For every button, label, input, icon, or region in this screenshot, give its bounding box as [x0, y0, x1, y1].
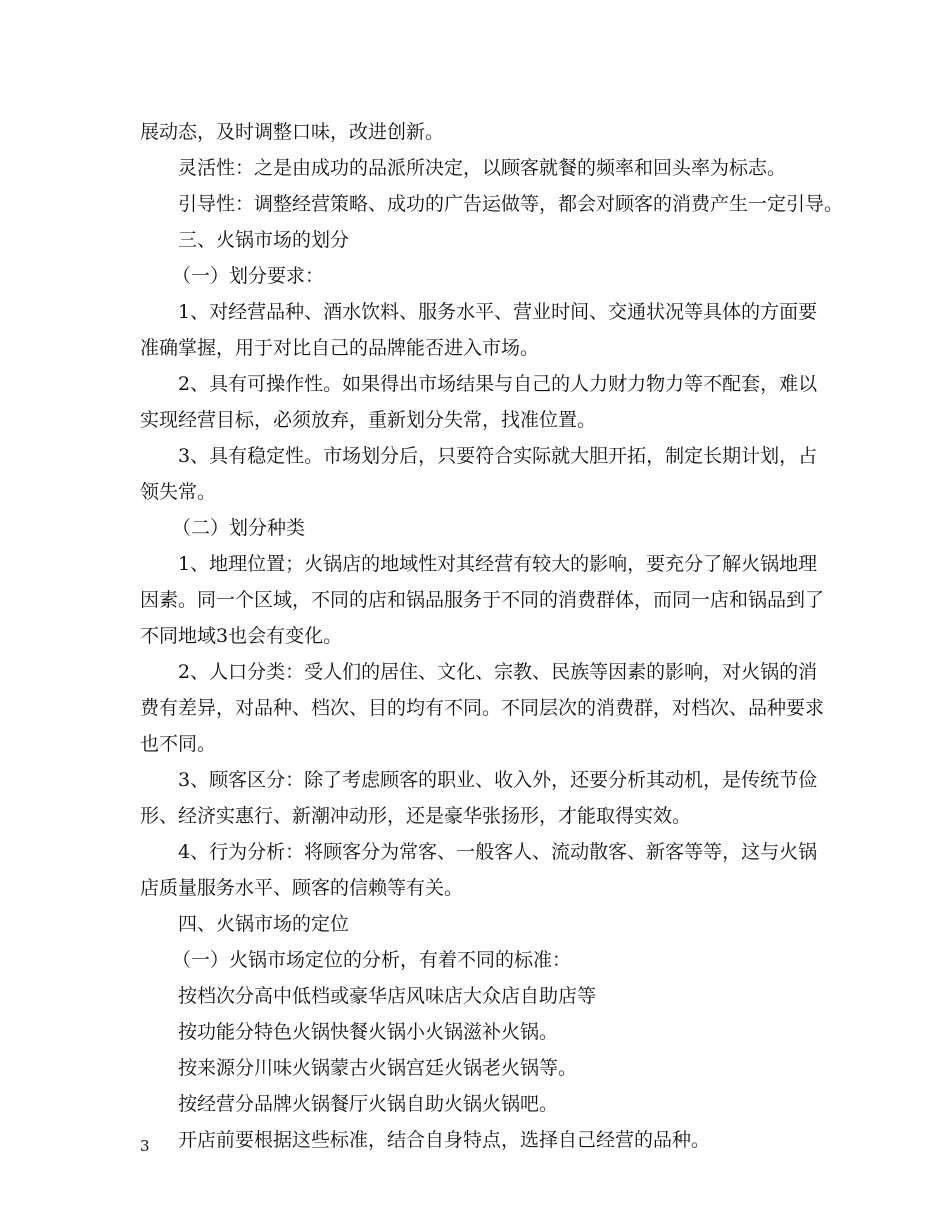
section-heading: 四、火锅市场的定位: [178, 913, 350, 935]
paragraph-line: 按来源分川味火锅蒙古火锅宫廷火锅老火锅等。: [178, 1057, 578, 1079]
document-body: [140, 114, 844, 1158]
paragraph-line: 灵活性：之是由成功的品派所决定，以顾客就餐的频率和回头率为标志。: [178, 157, 787, 179]
paragraph-line: 4、行为分析：将顾客分为常客、一般客人、流动散客、新客等等，这与火锅: [178, 841, 818, 863]
paragraph-line: 引导性：调整经营策略、成功的广告运做等，都会对顾客的消费产生一定引导。: [178, 193, 844, 215]
subsection-heading: （一）火锅市场定位的分析，有着不同的标准：: [172, 949, 572, 971]
section-heading: 三、火锅市场的划分: [178, 229, 350, 251]
paragraph-line: 按档次分高中低档或豪华店风味店大众店自助店等: [178, 985, 597, 1007]
paragraph-line: 开店前要根据这些标准，结合自身特点，选择自己经营的品种。: [178, 1129, 711, 1151]
paragraph-line: 3、具有稳定性。市场划分后，只要符合实际就大胆开拓，制定长期计划，占: [178, 445, 818, 467]
subsection-heading: （二）划分种类: [172, 517, 306, 539]
paragraph-line: 实现经营目标，必须放弃，重新划分失常，找准位置。: [140, 409, 597, 431]
paragraph-line: 形、经济实惠行、新潮冲动形，还是豪华张扬形，才能取得实效。: [140, 805, 692, 827]
paragraph-line: 店质量服务水平、顾客的信赖等有关。: [140, 877, 464, 899]
paragraph-line: 2、人口分类：受人们的居住、文化、宗教、民族等因素的影响，对火锅的消: [178, 661, 818, 683]
paragraph-line: 领失常。: [140, 481, 217, 503]
paragraph-line: 3、顾客区分：除了考虑顾客的职业、收入外，还要分析其动机，是传统节俭: [178, 769, 818, 791]
paragraph-line: 按经营分品牌火锅餐厅火锅自助火锅火锅吧。: [178, 1093, 559, 1115]
paragraph-line: 1、对经营品种、酒水饮料、服务水平、营业时间、交通状况等具体的方面要: [178, 301, 818, 323]
subsection-heading: （一）划分要求：: [172, 265, 325, 287]
paragraph-line: 按功能分特色火锅快餐火锅小火锅滋补火锅。: [178, 1021, 559, 1043]
paragraph-line: 不同地域3也会有变化。: [140, 625, 343, 647]
paragraph-line: 准确掌握，用于对比自己的品牌能否进入市场。: [140, 337, 540, 359]
paragraph-line: 因素。同一个区域，不同的店和锅品服务于不同的消费群体，而同一店和锅品到了: [140, 589, 825, 611]
paragraph-line: 2、具有可操作性。如果得出市场结果与自己的人力财力物力等不配套，难以: [178, 373, 818, 395]
page-number: 3: [140, 1137, 150, 1155]
paragraph-line: 费有差异，对品种、档次、目的均有不同。不同层次的消费群，对档次、品种要求: [140, 697, 825, 719]
paragraph-line: 展动态，及时调整口味，改进创新。: [140, 121, 445, 143]
paragraph-line: 也不同。: [140, 733, 217, 755]
paragraph-line: 1、地理位置；火锅店的地域性对其经营有较大的影响，要充分了解火锅地理: [178, 553, 818, 575]
